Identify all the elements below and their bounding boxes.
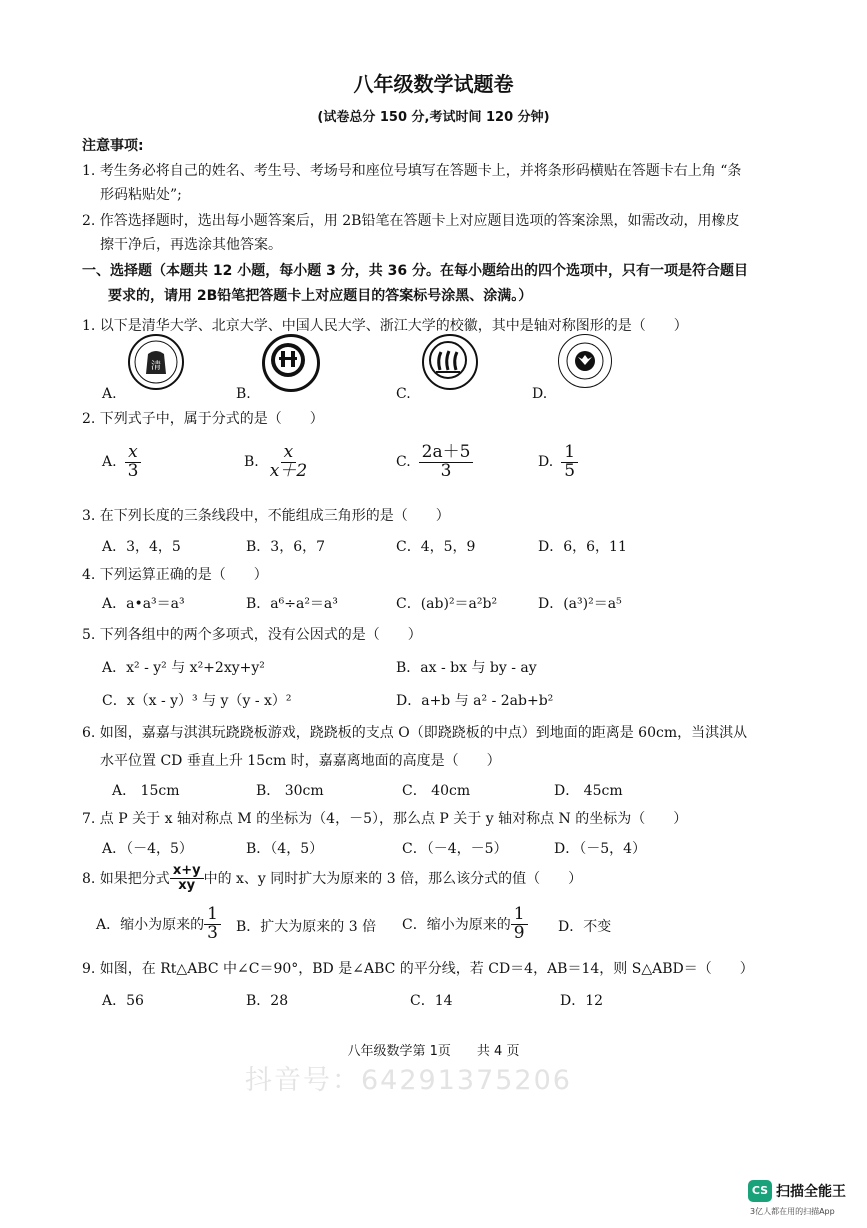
watermark: 抖音号：64291375206 xyxy=(245,1065,572,1096)
q8-option-c xyxy=(402,906,528,943)
q2-option-d-fraction xyxy=(561,444,578,481)
q2-a-numerator: x xyxy=(125,444,141,463)
q7-option-c: C．（－4，－5） xyxy=(402,841,508,857)
q7-option-b: B．（4，5） xyxy=(246,841,324,857)
q8-fraction xyxy=(170,864,204,892)
q4-stem: 4. 下列运算正确的是（ ） xyxy=(82,567,268,583)
q2-option-b-fraction xyxy=(267,444,310,481)
q8-a-numerator: 1 xyxy=(204,906,221,925)
section-heading-line2: 要求的，请用 2B铅笔把答题卡上对应题目的答案标号涂黑、涂满。） xyxy=(108,288,533,304)
q2-d-numerator: 1 xyxy=(561,444,578,463)
q4-option-b: B．a⁶÷a²＝a³ xyxy=(246,596,338,612)
q6-option-d: D． 45cm xyxy=(554,783,623,799)
q3-option-a: A．3，4，5 xyxy=(102,539,181,555)
q8-option-c-text: C．缩小为原来的 xyxy=(402,917,511,934)
renmin-badge-icon xyxy=(422,334,478,390)
scanner-app-name: 扫描全能王 xyxy=(776,1184,846,1200)
q8-option-c-fraction xyxy=(511,906,528,943)
q9-option-c: C．14 xyxy=(410,993,453,1009)
page-subtitle: (试卷总分 150 分,考试时间 120 分钟) xyxy=(317,110,550,125)
q8-denominator: xy xyxy=(178,877,196,893)
q8-c-numerator: 1 xyxy=(511,906,528,925)
q1-option-a: A. xyxy=(102,386,117,402)
notice-item2-line1: 2. 作答选择题时，选出每小题答案后，用 2B铅笔在答题卡上对应题目选项的答案涂黑，如需改动，用橡皮 xyxy=(82,213,740,229)
pku-badge-icon xyxy=(262,334,320,392)
q1-option-d: D. xyxy=(532,386,548,402)
q6-stem-line2: 水平位置 CD 垂直上升 15cm 时，嘉嘉离地面的高度是（ ） xyxy=(100,753,501,769)
q8-stem-pre: 8. 如果把分式 xyxy=(82,871,170,888)
q2-d-denominator: 5 xyxy=(564,460,576,481)
q8-stem xyxy=(82,864,582,892)
q6-stem-line1: 6. 如图，嘉嘉与淇淇玩跷跷板游戏，跷跷板的支点 O（即跷跷板的中点）到地面的距离是 60cm，当淇淇从 xyxy=(82,725,748,741)
q2-option-c-fraction xyxy=(419,444,474,481)
q5-option-d: D．a+b 与 a² - 2ab+b² xyxy=(396,693,554,709)
notice-item2-line2: 擦干净后，再选涂其他答案。 xyxy=(100,237,282,253)
scanner-app-tagline: 3亿人都在用的扫描App xyxy=(750,1207,835,1216)
q5-option-b: B．ax - bx 与 by - ay xyxy=(396,660,537,676)
q2-option-a xyxy=(102,444,141,481)
q4-option-d: D．(a³)²＝a⁵ xyxy=(538,596,622,612)
q7-stem: 7. 点 P 关于 x 轴对称点 M 的坐标为（4，－5），那么点 P 关于 y 轴对称点 N 的坐标为（ ） xyxy=(82,811,688,827)
q7-option-a: A．（－4，5） xyxy=(102,841,193,857)
q5-option-c: C．x（x - y）³ 与 y（y - x）² xyxy=(102,693,292,709)
q2-a-denominator: 3 xyxy=(127,460,139,481)
q9-option-a: A．56 xyxy=(102,993,144,1009)
q7-option-d: D．（－5，4） xyxy=(554,841,647,857)
page-footer: 八年级数学第 1页 共 4 页 xyxy=(347,1044,520,1059)
q3-stem: 3. 在下列长度的三条线段中，不能组成三角形的是（ ） xyxy=(82,508,450,524)
q5-stem: 5. 下列各组中的两个多项式，没有公因式的是（ ） xyxy=(82,627,422,643)
page-title: 八年级数学试题卷 xyxy=(353,72,514,96)
q8-option-a xyxy=(96,906,221,943)
q2-option-d-label: D. xyxy=(538,454,554,471)
notice-heading: 注意事项: xyxy=(82,138,144,154)
q9-option-b: B．28 xyxy=(246,993,289,1009)
q1-stem: 1. 以下是清华大学、北京大学、中国人民大学、浙江大学的校徽，其中是轴对称图形的是（ ） xyxy=(82,318,688,334)
notice-item1-line2: 形码粘贴处”; xyxy=(100,187,182,203)
q1-option-c: C. xyxy=(396,386,411,402)
q8-a-denominator: 3 xyxy=(207,922,218,943)
q2-b-denominator: x＋2 xyxy=(269,460,308,481)
tsinghua-badge-icon xyxy=(128,334,184,390)
q8-option-b: B．扩大为原来的 3 倍 xyxy=(236,919,377,935)
q4-option-c: C．(ab)²＝a²b² xyxy=(396,596,498,612)
q2-option-b xyxy=(244,444,310,481)
q6-option-c: C． 40cm xyxy=(402,783,471,799)
q5-option-a: A．x² - y² 与 x²+2xy+y² xyxy=(102,660,265,676)
q2-option-a-fraction xyxy=(125,444,142,481)
q2-c-denominator: 3 xyxy=(440,460,452,481)
q2-option-a-label: A. xyxy=(102,454,117,471)
svg-text:清: 清 xyxy=(151,361,161,372)
q1-option-b: B. xyxy=(236,386,251,402)
q9-option-d: D．12 xyxy=(560,993,604,1009)
notice-item1-line1: 1. 考生务必将自己的姓名、考生号、考场号和座位号填写在答题卡上，并将条形码横贴在答题卡右上角 “条 xyxy=(82,163,742,179)
q6-option-b: B． 30cm xyxy=(256,783,324,799)
q2-option-c-label: C. xyxy=(396,454,411,471)
q9-stem: 9. 如图，在 Rt△ABC 中∠C＝90°，BD 是∠ABC 的平分线，若 CD＝4，AB＝14，则 S△ABD＝（ ） xyxy=(82,961,754,977)
q2-option-c xyxy=(396,444,473,481)
q3-option-d: D．6，6，11 xyxy=(538,539,627,555)
q8-stem-post: 中的 x、y 同时扩大为原来的 3 倍，那么该分式的值（ ） xyxy=(203,871,583,888)
q2-c-numerator: 2a＋5 xyxy=(419,444,474,463)
q2-option-b-label: B. xyxy=(244,454,259,471)
q3-option-c: C．4，5，9 xyxy=(396,539,476,555)
q2-b-numerator: x xyxy=(281,444,297,463)
section-heading-line1: 一、选择题（本题共 12 小题，每小题 3 分，共 36 分。在每小题给出的四个选项中，只有一项是符合题目 xyxy=(82,263,748,279)
zju-badge-icon xyxy=(558,334,612,388)
q8-numerator: x+y xyxy=(170,864,204,879)
q8-c-denominator: 9 xyxy=(513,922,525,943)
q3-option-b: B．3，6，7 xyxy=(246,539,326,555)
q4-option-a: A．a•a³＝a³ xyxy=(102,596,185,612)
q8-option-a-text: A．缩小为原来的 xyxy=(96,917,205,934)
q6-option-a: A． 15cm xyxy=(112,783,180,799)
q2-option-d xyxy=(538,444,578,481)
q8-option-d: D．不变 xyxy=(558,919,612,935)
q2-stem: 2. 下列式子中，属于分式的是（ ） xyxy=(82,411,324,427)
camscanner-logo-icon: CS xyxy=(748,1180,772,1202)
q8-option-a-fraction xyxy=(204,906,221,943)
